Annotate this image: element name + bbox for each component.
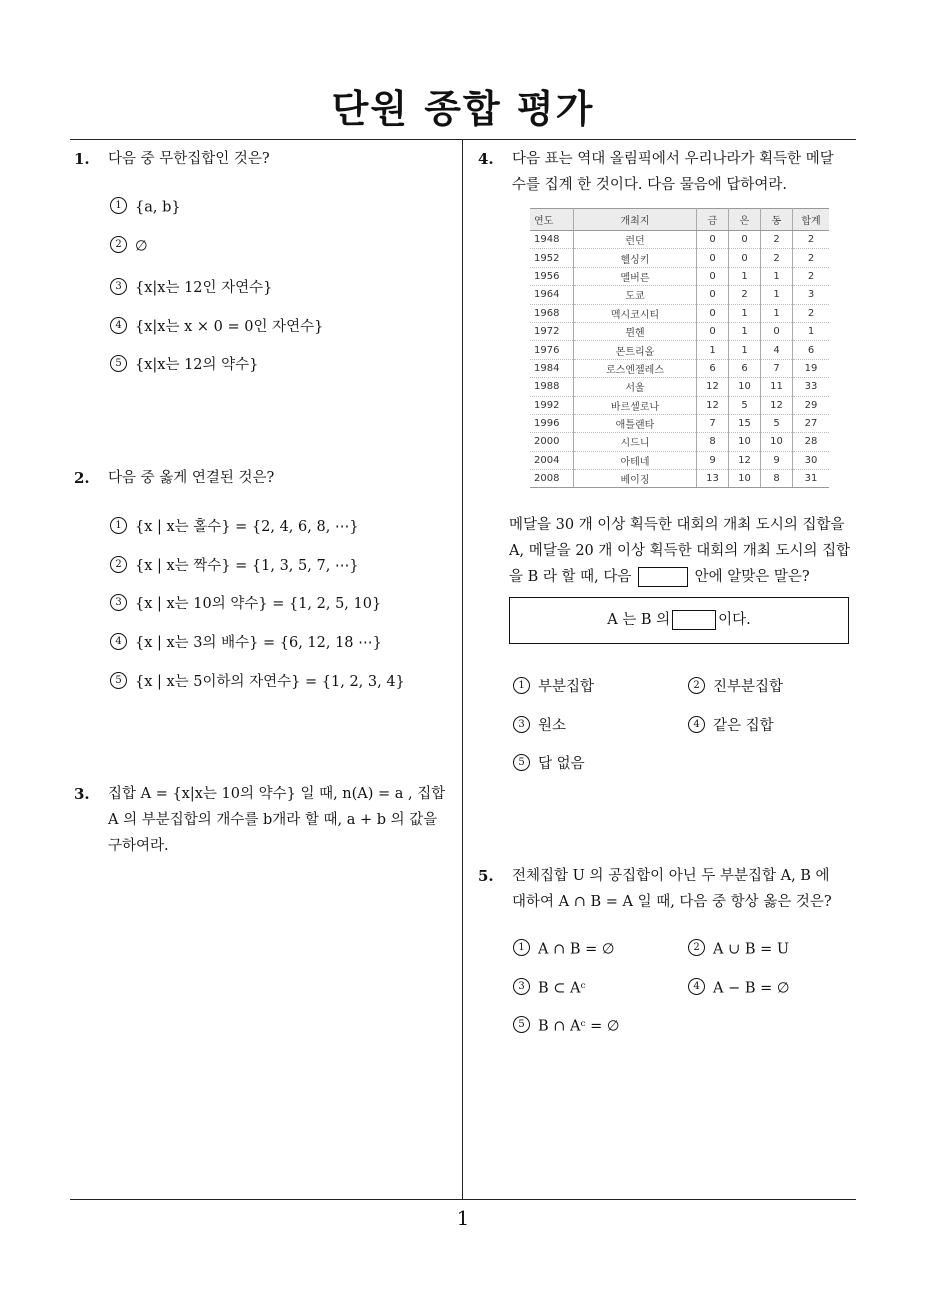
table-cell: 7 bbox=[697, 414, 729, 432]
statement-text: A 는 B 의 bbox=[607, 612, 671, 628]
question-number: 4. bbox=[478, 150, 494, 168]
question-4-subtext bbox=[509, 512, 865, 590]
page-title: 단원 종합 평가 bbox=[331, 87, 595, 131]
table-row bbox=[530, 249, 829, 267]
column-header: 개최지 bbox=[574, 209, 697, 231]
table-cell: 0 bbox=[697, 231, 729, 249]
table-cell: 9 bbox=[697, 451, 729, 469]
table-cell: 1988 bbox=[530, 378, 574, 396]
answer-blank bbox=[638, 567, 688, 587]
choice-5[interactable] bbox=[110, 670, 405, 691]
table-cell: 바르셀로나 bbox=[574, 396, 697, 414]
choice-1[interactable] bbox=[110, 199, 181, 216]
table-row bbox=[530, 378, 829, 396]
choice-mark: 5 bbox=[110, 355, 127, 372]
choice-mark: 1 bbox=[110, 517, 127, 534]
column-header: 연도 bbox=[530, 209, 574, 231]
table-cell: 1996 bbox=[530, 414, 574, 432]
table-cell: 1992 bbox=[530, 396, 574, 414]
question-line: A 의 부분집합의 개수를 b개라 할 때, a + b 의 값을 bbox=[108, 812, 438, 828]
table-cell: 7 bbox=[761, 359, 793, 377]
table-cell: 1 bbox=[761, 304, 793, 322]
table-cell: 멜버른 bbox=[574, 267, 697, 285]
choice-text: A ∪ B = U bbox=[713, 941, 790, 958]
table-cell: 0 bbox=[697, 249, 729, 267]
table-cell: 멕시코시티 bbox=[574, 304, 697, 322]
table-cell: 1 bbox=[729, 322, 761, 340]
table-cell: 헬싱키 bbox=[574, 249, 697, 267]
table-cell: 1 bbox=[729, 267, 761, 285]
choice-5[interactable] bbox=[513, 752, 585, 773]
choice-text: {x | x는 3의 배수} = {6, 12, 18 ⋯} bbox=[135, 635, 382, 651]
column-header: 금 bbox=[697, 209, 729, 231]
table-cell: 12 bbox=[697, 396, 729, 414]
table-cell: 2000 bbox=[530, 433, 574, 451]
table-cell: 28 bbox=[793, 433, 830, 451]
choice-3[interactable] bbox=[110, 276, 272, 297]
table-cell: 1 bbox=[761, 286, 793, 304]
table-cell: 2 bbox=[793, 249, 830, 267]
table-cell: 12 bbox=[729, 451, 761, 469]
choice-4[interactable] bbox=[110, 315, 323, 336]
choice-mark: 4 bbox=[688, 978, 705, 995]
choice-text: {x|x는 12인 자연수} bbox=[135, 280, 273, 296]
table-cell: 0 bbox=[697, 304, 729, 322]
table-cell: 1976 bbox=[530, 341, 574, 359]
table-cell: 4 bbox=[761, 341, 793, 359]
table-cell: 30 bbox=[793, 451, 830, 469]
table-header-row bbox=[530, 209, 829, 231]
table-cell: 33 bbox=[793, 378, 830, 396]
question-1 bbox=[74, 146, 454, 172]
choice-4[interactable] bbox=[688, 714, 774, 735]
question-2 bbox=[74, 465, 454, 491]
table-cell: 몬트리올 bbox=[574, 341, 697, 359]
table-cell: 2004 bbox=[530, 451, 574, 469]
table-cell: 1984 bbox=[530, 359, 574, 377]
question-number: 1. bbox=[74, 150, 90, 168]
table-cell: 2 bbox=[793, 304, 830, 322]
table-cell: 1964 bbox=[530, 286, 574, 304]
question-line: 구하여라. bbox=[108, 838, 169, 854]
statement-blank bbox=[672, 610, 716, 630]
column-header: 합계 bbox=[793, 209, 830, 231]
choice-mark: 4 bbox=[688, 716, 705, 733]
question-number: 5. bbox=[478, 867, 494, 885]
choice-text: 답 없음 bbox=[538, 756, 585, 772]
table-cell: 1 bbox=[761, 267, 793, 285]
table-cell: 10 bbox=[729, 378, 761, 396]
question-line: 다음 표는 역대 올림픽에서 우리나라가 획득한 메달 bbox=[512, 151, 834, 167]
table-cell: 애틀랜타 bbox=[574, 414, 697, 432]
question-text: 다음 중 옳게 연결된 것은? bbox=[108, 470, 275, 486]
table-cell: 0 bbox=[761, 322, 793, 340]
table-cell: 런던 bbox=[574, 231, 697, 249]
table-cell: 31 bbox=[793, 470, 830, 488]
choice-mark: 1 bbox=[513, 677, 530, 694]
table-cell: 11 bbox=[761, 378, 793, 396]
choice-text: B ⊂ Aᶜ bbox=[538, 980, 586, 997]
choice-mark: 5 bbox=[513, 754, 530, 771]
choice-1[interactable] bbox=[513, 675, 594, 696]
table-cell: 2 bbox=[793, 267, 830, 285]
choice-mark: 4 bbox=[110, 317, 127, 334]
table-cell: 3 bbox=[793, 286, 830, 304]
question-number: 3. bbox=[74, 785, 90, 803]
choice-mark: 3 bbox=[110, 594, 127, 611]
table-cell: 0 bbox=[697, 286, 729, 304]
table-cell: 2 bbox=[793, 231, 830, 249]
table-row bbox=[530, 286, 829, 304]
table-cell: 1 bbox=[793, 322, 830, 340]
column-divider bbox=[462, 140, 463, 1199]
choice-mark: 2 bbox=[110, 556, 127, 573]
choice-text: 진부분집합 bbox=[713, 679, 784, 695]
table-row bbox=[530, 451, 829, 469]
table-cell: 29 bbox=[793, 396, 830, 414]
choice-mark: 5 bbox=[513, 1016, 530, 1033]
table-cell: 0 bbox=[697, 267, 729, 285]
choice-text: {x|x는 12의 약수} bbox=[135, 357, 259, 373]
choice-3[interactable] bbox=[110, 592, 381, 613]
table-cell: 10 bbox=[761, 433, 793, 451]
table-cell: 0 bbox=[697, 322, 729, 340]
choice-text: {x | x는 홀수} = {2, 4, 6, 8, ⋯} bbox=[135, 519, 359, 535]
table-cell: 뮌헨 bbox=[574, 322, 697, 340]
table-cell: 8 bbox=[761, 470, 793, 488]
table-cell: 도쿄 bbox=[574, 286, 697, 304]
choice-mark: 3 bbox=[513, 716, 530, 733]
table-cell: 1 bbox=[729, 341, 761, 359]
table-cell: 10 bbox=[729, 433, 761, 451]
table-row bbox=[530, 341, 829, 359]
bottom-rule bbox=[70, 1199, 856, 1200]
top-rule bbox=[70, 139, 856, 140]
table-row bbox=[530, 322, 829, 340]
question-3 bbox=[74, 781, 458, 859]
table-row bbox=[530, 267, 829, 285]
question-line: 대하여 A ∩ B = A 일 때, 다음 중 항상 옳은 것은? bbox=[512, 894, 832, 910]
table-cell: 2008 bbox=[530, 470, 574, 488]
choice-1[interactable] bbox=[513, 941, 615, 958]
question-line: A, 메달을 20 개 이상 획득한 대회의 개최 도시의 집합 bbox=[509, 543, 851, 559]
table-cell: 서울 bbox=[574, 378, 697, 396]
table-cell: 1948 bbox=[530, 231, 574, 249]
choice-text: {x | x는 10의 약수} = {1, 2, 5, 10} bbox=[135, 596, 382, 612]
table-row bbox=[530, 470, 829, 488]
question-line bbox=[509, 564, 865, 590]
table-cell: 2 bbox=[729, 286, 761, 304]
choice-mark: 5 bbox=[110, 672, 127, 689]
table-cell: 0 bbox=[729, 231, 761, 249]
choice-text: 부분집합 bbox=[538, 679, 595, 695]
statement-box bbox=[509, 597, 849, 644]
question-line: 메달을 30 개 이상 획득한 대회의 개최 도시의 집합을 bbox=[509, 517, 845, 533]
table-cell: 1952 bbox=[530, 249, 574, 267]
table-cell: 5 bbox=[761, 414, 793, 432]
table-cell: 10 bbox=[729, 470, 761, 488]
choice-3[interactable] bbox=[513, 980, 586, 997]
choice-mark: 3 bbox=[110, 278, 127, 295]
table-cell: 1 bbox=[697, 341, 729, 359]
question-line-part: 안에 알맞은 말은? bbox=[694, 569, 810, 585]
choice-2[interactable] bbox=[688, 675, 783, 696]
table-row bbox=[530, 231, 829, 249]
table-cell: 1968 bbox=[530, 304, 574, 322]
table-cell: 아테네 bbox=[574, 451, 697, 469]
question-5 bbox=[478, 863, 862, 915]
table-row bbox=[530, 359, 829, 377]
choice-text: A − B = ∅ bbox=[713, 980, 790, 997]
choice-text: 같은 집합 bbox=[713, 718, 774, 734]
question-line-part: 을 B 라 할 때, 다음 bbox=[509, 569, 632, 585]
table-cell: 13 bbox=[697, 470, 729, 488]
medal-table bbox=[530, 208, 829, 488]
choice-3[interactable] bbox=[513, 714, 566, 735]
column-header: 은 bbox=[729, 209, 761, 231]
statement-text: 이다. bbox=[718, 612, 751, 628]
question-text: 다음 중 무한집합인 것은? bbox=[108, 151, 270, 167]
page-number: 1 bbox=[456, 1206, 470, 1230]
choice-text: {x|x는 x × 0 = 0인 자연수} bbox=[135, 319, 324, 335]
question-line: 집합 A = {x|x는 10의 약수} 일 때, n(A) = a , 집합 bbox=[108, 786, 446, 802]
question-number: 2. bbox=[74, 469, 90, 487]
choice-4[interactable] bbox=[110, 631, 382, 652]
table-row bbox=[530, 304, 829, 322]
choice-4[interactable] bbox=[688, 980, 790, 997]
table-cell: 19 bbox=[793, 359, 830, 377]
table-cell: 6 bbox=[697, 359, 729, 377]
choice-text: B ∩ Aᶜ = ∅ bbox=[538, 1018, 620, 1035]
choice-mark: 1 bbox=[110, 197, 127, 214]
choice-5[interactable] bbox=[513, 1018, 620, 1035]
choice-mark: 4 bbox=[110, 633, 127, 650]
choice-mark: 3 bbox=[513, 978, 530, 995]
table-cell: 시드니 bbox=[574, 433, 697, 451]
choice-text: {a, b} bbox=[135, 199, 181, 216]
table-cell: 15 bbox=[729, 414, 761, 432]
question-line: 전체집합 U 의 공집합이 아닌 두 부분집합 A, B 에 bbox=[512, 868, 830, 884]
table-cell: 6 bbox=[729, 359, 761, 377]
question-line: 수를 집계 한 것이다. 다음 물음에 답하여라. bbox=[512, 177, 787, 193]
table-cell: 5 bbox=[729, 396, 761, 414]
choice-2[interactable] bbox=[688, 941, 789, 958]
table-cell: 12 bbox=[761, 396, 793, 414]
choice-mark: 2 bbox=[688, 677, 705, 694]
table-cell: 27 bbox=[793, 414, 830, 432]
table-row bbox=[530, 433, 829, 451]
choice-mark: 1 bbox=[513, 939, 530, 956]
choice-mark: 2 bbox=[110, 236, 127, 253]
table-cell: 12 bbox=[697, 378, 729, 396]
table-cell: 1 bbox=[729, 304, 761, 322]
table-cell: 1972 bbox=[530, 322, 574, 340]
table-cell: 0 bbox=[729, 249, 761, 267]
question-4 bbox=[478, 146, 862, 198]
table-cell: 2 bbox=[761, 249, 793, 267]
column-header: 동 bbox=[761, 209, 793, 231]
choice-text: {x | x는 짝수} = {1, 3, 5, 7, ⋯} bbox=[135, 558, 359, 574]
table-cell: 9 bbox=[761, 451, 793, 469]
choice-5[interactable] bbox=[110, 353, 258, 374]
table-cell: 로스엔젤레스 bbox=[574, 359, 697, 377]
choice-1[interactable] bbox=[110, 515, 359, 536]
table-cell: 6 bbox=[793, 341, 830, 359]
table-cell: 베이징 bbox=[574, 470, 697, 488]
table-cell: 1956 bbox=[530, 267, 574, 285]
choice-text: 원소 bbox=[538, 718, 567, 734]
choice-text: ∅ bbox=[135, 238, 148, 255]
table-cell: 8 bbox=[697, 433, 729, 451]
choice-text: {x | x는 5이하의 자연수} = {1, 2, 3, 4} bbox=[135, 674, 405, 690]
choice-text: A ∩ B = ∅ bbox=[538, 941, 615, 958]
table-row bbox=[530, 396, 829, 414]
table-row bbox=[530, 414, 829, 432]
table-cell: 2 bbox=[761, 231, 793, 249]
choice-2[interactable] bbox=[110, 238, 148, 255]
choice-2[interactable] bbox=[110, 554, 359, 575]
choice-mark: 2 bbox=[688, 939, 705, 956]
